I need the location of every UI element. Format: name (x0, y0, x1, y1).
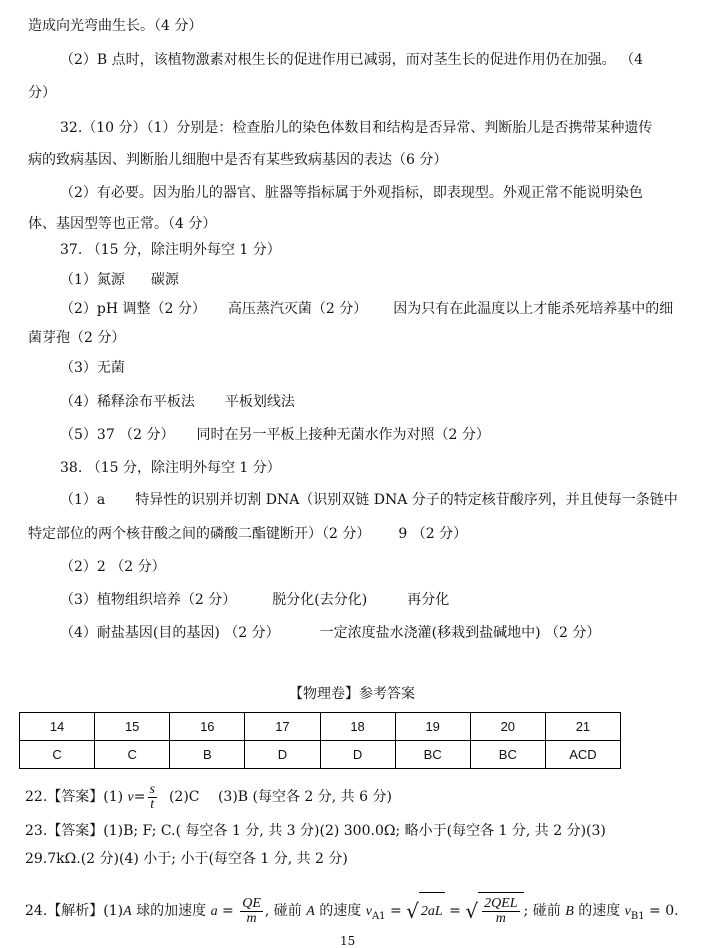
q38-answer-2: （2）2 （2 分） (60, 559, 166, 575)
q24-line-1 (25, 892, 679, 935)
q38-1-blank-c: 特定部位的两个核苷酸之间的磷酸二酯键断开）（2 分） (28, 526, 371, 542)
q38-answer-3 (60, 590, 449, 610)
q24-var-vA1: v (365, 904, 372, 919)
q38-1-blank-b: 特异性的识别并切割 DNA（识别双链 DNA 分子的特定核苷酸序列，并且使每一条链中 (135, 492, 678, 508)
q22-frac-num: s (149, 781, 155, 797)
q24-var-A2: A (306, 904, 315, 919)
q32-line-2: 病的致病基因、判断胎儿细胞中是否有某些致病基因的表达（6 分） (28, 152, 448, 168)
table-cell-answer: D (320, 741, 395, 769)
q24-eq-1: = (217, 903, 239, 919)
q24-sub-B1: B1 (630, 910, 645, 922)
q24-text-before: , 碰前 (264, 903, 307, 919)
table-cell-question: 17 (245, 713, 320, 741)
q24-sqrt-1-content: 2aL (420, 904, 443, 919)
q24-eq-2: = (385, 903, 407, 919)
q38-3-blank-b: 脱分化(去分化) (272, 592, 368, 608)
bio-line-1: 造成向光弯曲生长。（4 分） (28, 18, 203, 34)
table-cell-question: 15 (95, 713, 170, 741)
q24-sqrt-2 (478, 892, 523, 929)
sqrt-icon: √ (406, 899, 419, 923)
q22-frac-den: t (150, 796, 155, 812)
table-cell-answer: ACD (545, 741, 620, 769)
q22-var-v: v (127, 790, 134, 805)
q38-answer-1-cont (28, 524, 467, 544)
table-cell-question: 18 (320, 713, 395, 741)
q38-answer-1 (60, 490, 678, 510)
q37-answer-2 (60, 299, 673, 319)
q24-var-a: a (210, 904, 218, 919)
bio-line-3: 分） (28, 85, 56, 101)
q23-line-2: 29.7kΩ.(2 分)(4) 小于; 小于(每空各 1 分, 共 2 分) (25, 851, 348, 867)
q24-var-A: A (123, 904, 132, 919)
table-cell-answer: BC (470, 741, 545, 769)
q24-text-accel: 球的加速度 (131, 903, 211, 919)
table-cell-answer: BC (395, 741, 470, 769)
q24-text-before-2: ; 碰前 (523, 903, 566, 919)
q37-2-blank-b: 高压蒸汽灭菌（2 分） (227, 301, 368, 317)
q24-eq-3: = (444, 903, 466, 919)
q24-sub-A1: A1 (371, 910, 386, 922)
q32-line-4: 体、基因型等也正常。（4 分） (28, 216, 217, 232)
table-question-row (20, 713, 621, 741)
q37-4-blank-b: 平板划线法 (224, 394, 295, 410)
q37-answer-5 (60, 425, 490, 445)
q38-heading: 38. （15 分，除注明外每空 1 分） (60, 460, 281, 476)
q37-2-blank-c: 因为只有在此温度以上才能杀死培养基中的细 (393, 301, 674, 317)
q37-heading: 37. （15 分，除注明外每空 1 分） (60, 242, 281, 258)
q24-frac2-den: m (495, 910, 506, 926)
q38-3-blank-a: （3）植物组织培养（2 分） (60, 592, 237, 608)
q37-5-blank-a: （5）37 （2 分） (60, 427, 175, 443)
q38-1-blank-a: （1）a (60, 492, 106, 508)
q23-line-1: 23.【答案】(1)B; F; C.( 每空各 1 分, 共 3 分)(2) 300.0Ω; 略小于(每空各 1 分, 共 2 分)(3) (25, 823, 606, 839)
q37-5-blank-b: 同时在另一平板上接种无菌水作为对照（2 分） (196, 427, 490, 443)
q24-label: 24.【解析】(1) (25, 903, 124, 919)
table-cell-answer: D (245, 741, 320, 769)
q22-answer (25, 782, 392, 813)
q37-1-blank-a: （1）氮源 (60, 272, 125, 288)
q22-equals: = (133, 789, 146, 805)
q38-4-blank-a: （4）耐盐基因(目的基因) （2 分） (60, 625, 280, 641)
table-cell-question: 19 (395, 713, 470, 741)
q37-answer-1 (60, 270, 179, 290)
q32-line-1: 32.（10 分）（1）分别是：检查胎儿的染色体数目和结构是否异常、判断胎儿是否携带某种遗传 (60, 120, 653, 136)
table-cell-answer: C (95, 741, 170, 769)
q24-frac1-num: QE (242, 895, 261, 911)
q24-frac1-den: m (246, 910, 257, 926)
table-cell-answer: B (170, 741, 245, 769)
q24-var-B: B (565, 904, 574, 919)
q24-text-speed-2: 的速度 (573, 903, 625, 919)
q22-rest: (2)C (3)B (每空各 2 分, 共 6 分) (168, 789, 392, 805)
q24-end: = 0. (644, 903, 679, 919)
q38-answer-4 (60, 623, 600, 643)
q37-answer-2-cont: 菌芽孢（2 分） (28, 330, 126, 346)
q38-1-blank-d: 9 （2 分） (398, 526, 468, 542)
table-cell-question: 16 (170, 713, 245, 741)
bio-line-2: （2）B 点时，该植物激素对根生长的促进作用已减弱，而对茎生长的促进作用仍在加强。 （4 (60, 52, 644, 68)
table-cell-question: 14 (20, 713, 95, 741)
q24-var-vB1: v (624, 904, 631, 919)
q22-label: 22.【答案】(1) (25, 789, 128, 805)
sqrt-icon: √ (465, 899, 479, 923)
q24-sqrt-1 (419, 892, 445, 930)
q37-answer-3: （3）无菌 (60, 360, 125, 376)
q32-line-3: （2）有必要。因为胎儿的器官、脏器等指标属于外观指标，即表现型。外观正常不能说明染色 (60, 185, 643, 201)
q37-4-blank-a: （4）稀释涂布平板法 (60, 394, 195, 410)
q22-fraction (148, 783, 157, 812)
table-cell-answer: C (20, 741, 95, 769)
q37-answer-4 (60, 392, 295, 412)
q24-fraction-1 (240, 897, 263, 926)
physics-section-title: 【物理卷】参考答案 (289, 686, 415, 702)
physics-answer-table (19, 712, 621, 769)
q38-3-blank-c: 再分化 (407, 592, 450, 608)
q37-1-blank-b: 碳源 (150, 272, 179, 288)
table-cell-question: 21 (545, 713, 620, 741)
table-answer-row (20, 741, 621, 769)
page-number: 15 (340, 934, 356, 948)
q24-fraction-2 (482, 897, 519, 926)
q37-2-blank-a: （2）pH 调整（2 分） (60, 301, 206, 317)
q38-4-blank-b: 一定浓度盐水浇灌(移栽到盐碱地中) （2 分） (319, 625, 601, 641)
q24-text-speed: 的速度 (314, 903, 366, 919)
table-cell-question: 20 (470, 713, 545, 741)
q24-frac2-num: 2QEL (484, 895, 518, 911)
